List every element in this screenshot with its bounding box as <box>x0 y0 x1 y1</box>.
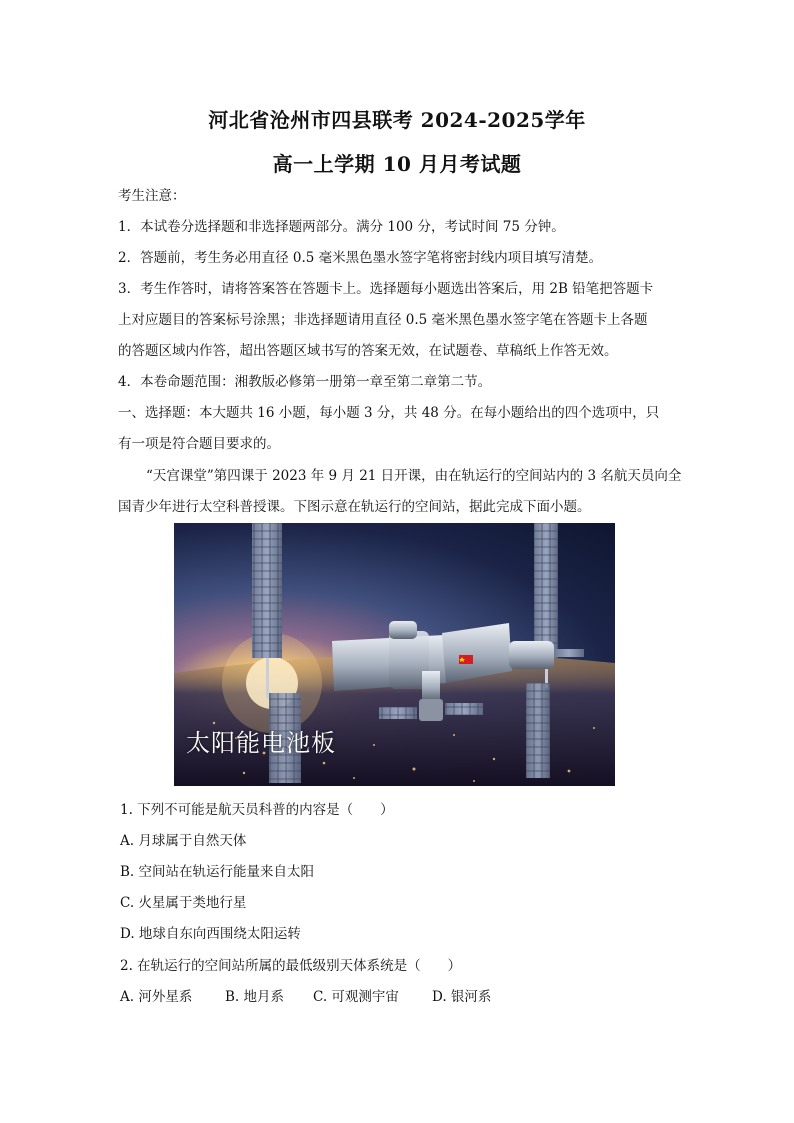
notice-item-1: 1．本试卷分选择题和非选择题两部分。满分 100 分，考试时间 75 分钟。 <box>118 219 565 235</box>
question-1-stem: 1. 下列不可能是航天员科普的内容是（ ） <box>120 802 394 818</box>
question-1-option-c: C. 火星属于类地行星 <box>120 895 247 911</box>
question-2-option-a: A. 河外星系 <box>120 989 193 1005</box>
exam-title-line2: 高一上学期 10 月月考试题 <box>272 152 522 176</box>
notice-item-3-cont: 上对应题目的答案标号涂黑；非选择题请用直径 0.5 毫米黑色墨水签字笔在答题卡上各题 <box>118 312 648 328</box>
notice-item-3-cont2: 的答题区域内作答，超出答题区域书写的答案无效，在试题卷、草稿纸上作答无效。 <box>118 343 618 359</box>
question-2-option-c: C. 可观测宇宙 <box>313 989 399 1005</box>
figure-caption-solar-panel: 太阳能电池板 <box>186 729 336 757</box>
section-heading-cont: 有一项是符合题目要求的。 <box>118 436 280 452</box>
question-1-option-d: D. 地球自东向西围绕太阳运转 <box>120 926 301 942</box>
notice-item-3: 3．考生作答时，请将答案答在答题卡上。选择题每小题选出答案后，用 2B 铅笔把答题卡 <box>118 281 654 297</box>
question-2-stem: 2. 在轨运行的空间站所属的最低级别天体系统是（ ） <box>120 958 462 974</box>
question-2-option-b: B. 地月系 <box>225 989 285 1005</box>
section-heading: 一、选择题：本大题共 16 小题，每小题 3 分，共 48 分。在每小题给出的四个选项中，只 <box>118 405 660 421</box>
notice-item-2: 2．答题前，考生务必用直径 0.5 毫米黑色墨水签字笔将密封线内项目填写清楚。 <box>118 250 603 266</box>
question-1-option-a: A. 月球属于自然天体 <box>120 833 247 849</box>
space-station-figure <box>174 523 615 786</box>
notice-item-4: 4．本卷命题范围：湘教版必修第一册第一章至第二章第二节。 <box>118 374 492 390</box>
intro-text-cont: 国青少年进行太空科普授课。下图示意在轨运行的空间站，据此完成下面小题。 <box>118 499 591 515</box>
exam-title-line1: 河北省沧州市四县联考 2024-2025学年 <box>208 108 586 132</box>
question-2-option-d: D. 银河系 <box>432 989 492 1005</box>
intro-text: “天宫课堂”第四课于 2023 年 9 月 21 日开课，由在轨运行的空间站内的 3 名航天员向全 <box>146 468 682 484</box>
question-1-option-b: B. 空间站在轨运行能量来自太阳 <box>120 864 315 880</box>
notice-heading: 考生注意： <box>118 188 186 204</box>
